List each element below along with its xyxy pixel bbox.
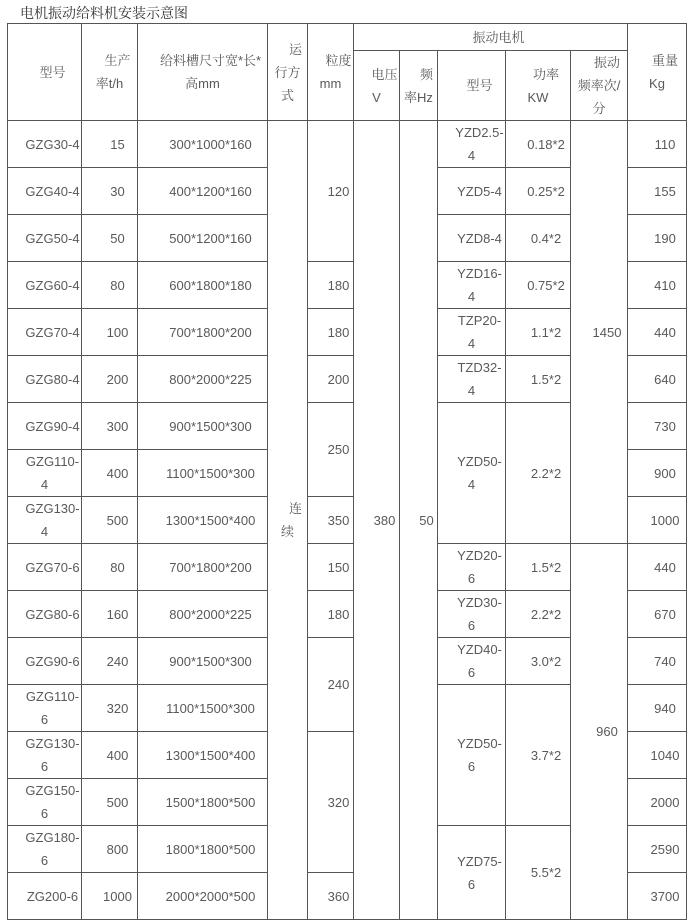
cell-trough-size: 2000*2000*500 <box>138 873 268 920</box>
cell-model: GZG110-6 <box>8 685 82 732</box>
cell-motor-model: TZD32-4 <box>438 356 506 403</box>
cell-rate: 300 <box>82 403 138 450</box>
cell-trough-size: 1800*1800*500 <box>138 826 268 873</box>
cell-granularity: 240 <box>308 638 354 732</box>
cell-trough-size: 500*1200*160 <box>138 215 268 262</box>
cell-motor-power: 0.25*2 <box>506 168 571 215</box>
cell-granularity: 250 <box>308 403 354 497</box>
cell-rate: 800 <box>82 826 138 873</box>
cell-weight: 2000 <box>628 779 687 826</box>
cell-weight: 190 <box>628 215 687 262</box>
cell-trough-size: 1300*1500*400 <box>138 732 268 779</box>
cell-model: GZG80-6 <box>8 591 82 638</box>
cell-weight: 410 <box>628 262 687 309</box>
cell-trough-size: 300*1000*160 <box>138 121 268 168</box>
cell-weight: 110 <box>628 121 687 168</box>
cell-granularity: 180 <box>308 309 354 356</box>
page-title: 电机振动给料机安装示意图 <box>20 5 188 21</box>
cell-rate: 500 <box>82 779 138 826</box>
cell-trough-size: 1100*1500*300 <box>138 450 268 497</box>
header-weight: 重量Kg <box>628 24 687 121</box>
cell-weight: 1000 <box>628 497 687 544</box>
cell-weight: 2590 <box>628 826 687 873</box>
cell-rate: 320 <box>82 685 138 732</box>
cell-motor-power: 3.0*2 <box>506 638 571 685</box>
cell-granularity: 120 <box>308 121 354 262</box>
cell-motor-power: 1.5*2 <box>506 544 571 591</box>
cell-granularity: 180 <box>308 262 354 309</box>
cell-rate: 30 <box>82 168 138 215</box>
header-frequency: 频率Hz <box>400 51 438 121</box>
cell-model: GZG40-4 <box>8 168 82 215</box>
cell-granularity: 320 <box>308 732 354 873</box>
cell-granularity: 350 <box>308 497 354 544</box>
header-operation-mode: 运行方式 <box>268 24 308 121</box>
cell-rate: 50 <box>82 215 138 262</box>
cell-weight: 1040 <box>628 732 687 779</box>
cell-model: GZG130-6 <box>8 732 82 779</box>
cell-trough-size: 800*2000*225 <box>138 356 268 403</box>
cell-rate: 240 <box>82 638 138 685</box>
cell-weight: 440 <box>628 309 687 356</box>
cell-motor-power: 1.5*2 <box>506 356 571 403</box>
cell-rate: 400 <box>82 732 138 779</box>
header-granularity: 粒度mm <box>308 24 354 121</box>
header-model: 型号 <box>8 24 82 121</box>
cell-weight: 730 <box>628 403 687 450</box>
cell-weight: 670 <box>628 591 687 638</box>
cell-trough-size: 600*1800*180 <box>138 262 268 309</box>
cell-vibration-frequency: 1450 <box>571 121 628 544</box>
cell-trough-size: 700*1800*200 <box>138 544 268 591</box>
header-voltage: 电压V <box>354 51 400 121</box>
cell-motor-model: YZD20-6 <box>438 544 506 591</box>
cell-model: GZG90-4 <box>8 403 82 450</box>
cell-trough-size: 400*1200*160 <box>138 168 268 215</box>
cell-operation-mode: 连续 <box>268 121 308 920</box>
cell-motor-model: YZD16-4 <box>438 262 506 309</box>
cell-trough-size: 1500*1800*500 <box>138 779 268 826</box>
cell-model: GZG70-6 <box>8 544 82 591</box>
cell-motor-power: 0.75*2 <box>506 262 571 309</box>
cell-granularity: 360 <box>308 873 354 920</box>
header-motor-model: 型号 <box>438 51 506 121</box>
cell-rate: 400 <box>82 450 138 497</box>
cell-trough-size: 1100*1500*300 <box>138 685 268 732</box>
cell-weight: 740 <box>628 638 687 685</box>
cell-frequency: 50 <box>400 121 438 920</box>
cell-motor-power: 3.7*2 <box>506 685 571 826</box>
cell-vibration-frequency: 960 <box>571 544 628 920</box>
cell-model: GZG70-4 <box>8 309 82 356</box>
cell-motor-power: 1.1*2 <box>506 309 571 356</box>
cell-rate: 1000 <box>82 873 138 920</box>
cell-rate: 100 <box>82 309 138 356</box>
cell-motor-model: YZD75-6 <box>438 826 506 920</box>
cell-weight: 640 <box>628 356 687 403</box>
cell-motor-model: YZD50-4 <box>438 403 506 544</box>
header-group-row <box>8 24 687 51</box>
cell-model: GZG50-4 <box>8 215 82 262</box>
cell-weight: 900 <box>628 450 687 497</box>
cell-model: GZG60-4 <box>8 262 82 309</box>
cell-motor-power: 0.4*2 <box>506 215 571 262</box>
cell-granularity: 200 <box>308 356 354 403</box>
cell-rate: 500 <box>82 497 138 544</box>
cell-trough-size: 900*1500*300 <box>138 403 268 450</box>
cell-weight: 155 <box>628 168 687 215</box>
header-vibration-frequency: 振动频率次/分 <box>571 51 628 121</box>
header-motor-power: 功率KW <box>506 51 571 121</box>
cell-model: ZG200-6 <box>8 873 82 920</box>
cell-granularity: 150 <box>308 544 354 591</box>
cell-motor-model: YZD50-6 <box>438 685 506 826</box>
cell-rate: 200 <box>82 356 138 403</box>
cell-model: GZG130-4 <box>8 497 82 544</box>
cell-motor-model: YZD30-6 <box>438 591 506 638</box>
cell-motor-model: YZD2.5-4 <box>438 121 506 168</box>
cell-rate: 160 <box>82 591 138 638</box>
header-rate: 生产率t/h <box>82 24 138 121</box>
cell-motor-power: 2.2*2 <box>506 591 571 638</box>
cell-motor-model: YZD8-4 <box>438 215 506 262</box>
cell-weight: 440 <box>628 544 687 591</box>
table-row <box>8 544 687 591</box>
cell-model: GZG90-6 <box>8 638 82 685</box>
cell-model: GZG150-6 <box>8 779 82 826</box>
table-row <box>8 121 687 168</box>
cell-model: GZG30-4 <box>8 121 82 168</box>
cell-trough-size: 1300*1500*400 <box>138 497 268 544</box>
cell-rate: 80 <box>82 262 138 309</box>
cell-rate: 15 <box>82 121 138 168</box>
cell-weight: 940 <box>628 685 687 732</box>
cell-motor-power: 0.18*2 <box>506 121 571 168</box>
header-trough-size: 给料槽尺寸宽*长*高mm <box>138 24 268 121</box>
cell-rate: 80 <box>82 544 138 591</box>
cell-motor-model: YZD5-4 <box>438 168 506 215</box>
cell-motor-power: 2.2*2 <box>506 403 571 544</box>
feeder-spec-table <box>7 23 687 920</box>
cell-granularity: 180 <box>308 591 354 638</box>
cell-trough-size: 800*2000*225 <box>138 591 268 638</box>
cell-model: GZG110-4 <box>8 450 82 497</box>
cell-weight: 3700 <box>628 873 687 920</box>
cell-motor-model: TZP20-4 <box>438 309 506 356</box>
header-vibration-motor-group: 振动电机 <box>354 24 628 51</box>
cell-trough-size: 900*1500*300 <box>138 638 268 685</box>
cell-motor-model: YZD40-6 <box>438 638 506 685</box>
cell-model: GZG80-4 <box>8 356 82 403</box>
cell-trough-size: 700*1800*200 <box>138 309 268 356</box>
cell-voltage: 380 <box>354 121 400 920</box>
cell-model: GZG180-6 <box>8 826 82 873</box>
cell-motor-power: 5.5*2 <box>506 826 571 920</box>
